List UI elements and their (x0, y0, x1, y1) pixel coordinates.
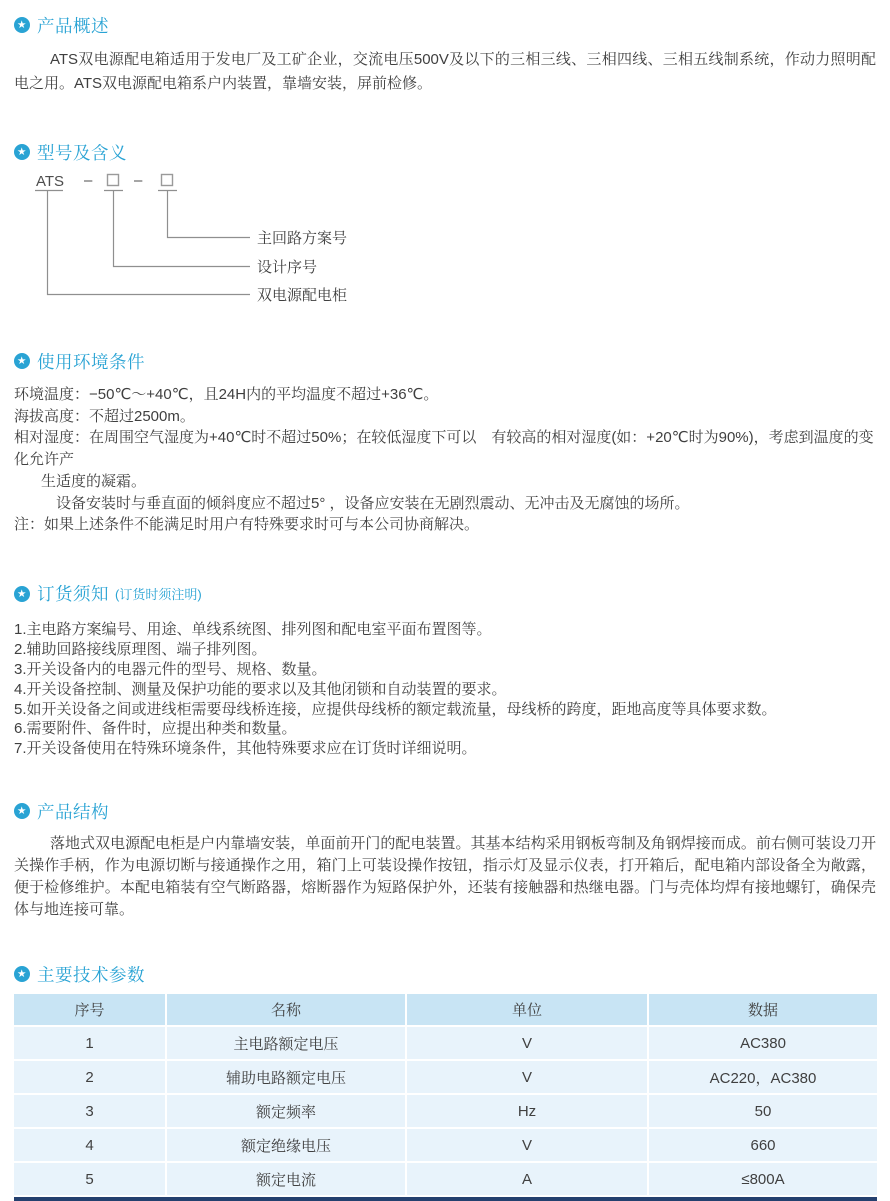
section-title-environment (14, 350, 876, 372)
ordering-list (14, 620, 876, 759)
section-title-text: 型号及含义 (37, 142, 127, 163)
section-ordering (14, 583, 876, 759)
connector-design (114, 191, 251, 267)
star-circle-icon: ★ (14, 803, 30, 819)
section-title-text: 产品结构 (37, 801, 109, 822)
section-title-ordering (14, 583, 876, 605)
table-cell: V (407, 1061, 647, 1093)
table-header-cell: 数据 (649, 994, 877, 1025)
dash-glyph: – (84, 172, 93, 189)
env-line-altitude: 海拔高度：不超过2500m。 (14, 407, 195, 425)
section-overview (14, 14, 876, 95)
parameters-table (14, 994, 877, 1195)
table-bottom-border (14, 1197, 877, 1201)
section-title-model (14, 141, 876, 163)
overview-paragraph: ATS双电源配电箱适用于发电厂及工矿企业，交流电压500V及以下的三相三线、三相四线、三相五线制系统，作动力照明配电之用。ATS双电源配电箱系户内装置，靠墙安装，屏前检修。 (14, 51, 876, 92)
table-cell: 额定绝缘电压 (167, 1129, 405, 1161)
table-cell: 660 (649, 1129, 877, 1161)
model-box-scheme (162, 175, 173, 186)
section-title-text: 主要技术参数 (37, 964, 145, 985)
ordering-item: 7.开关设备使用在特殊环境条件，其他特殊要求应在订货时详细说明。 (14, 740, 477, 758)
model-label-scheme: 主回路方案号 (257, 230, 348, 247)
table-cell: V (407, 1129, 647, 1161)
section-environment (14, 350, 876, 536)
connector-scheme (168, 191, 251, 238)
model-code-text: ATS (36, 173, 65, 190)
table-cell: AC380 (649, 1027, 877, 1059)
star-circle-icon: ★ (14, 353, 30, 369)
ordering-item: 5.如开关设备之间或进线柜需要母线桥连接，应提供母线桥的额定载流量，母线桥的跨度，距地高度等具体要求数。 (14, 700, 777, 718)
star-circle-icon: ★ (14, 144, 30, 160)
table-cell: AC220，AC380 (649, 1061, 877, 1093)
star-circle-icon: ★ (14, 17, 30, 33)
table-cell: 额定频率 (167, 1095, 405, 1127)
structure-paragraph: 落地式双电源配电柜是户内靠墙安装，单面前开门的配电装置。其基本结构采用钢板弯制及角钢焊接而成。前右侧可装设刀开关操作手柄，作为电源切断与接通操作之用，箱门上可装设操作按钮，指示灯及显示仪表，打开箱后，配电箱内部设备全为敞露，便于检修维护。本配电箱装有空气断路器，熔断器作为短路保护外，还装有接触器和热继电器。门与壳体均焊有接地螺钉，确保壳体与地连接可靠。 (14, 835, 876, 919)
model-label-cabinet: 双电源配电柜 (257, 287, 348, 304)
dash-glyph: – (134, 172, 143, 189)
section-title-text: 使用环境条件 (37, 351, 145, 372)
section-title-text: 订货须知 (37, 584, 109, 605)
model-box-design (108, 175, 119, 186)
section-title-structure (14, 800, 876, 822)
table-header-cell: 单位 (407, 994, 647, 1025)
section-title-overview (14, 14, 876, 36)
environment-body (14, 384, 876, 536)
table-cell: A (407, 1163, 647, 1195)
section-model (14, 141, 876, 308)
table-cell: 2 (14, 1061, 165, 1093)
table-cell: 辅助电路额定电压 (167, 1061, 405, 1093)
table-cell: 额定电流 (167, 1163, 405, 1195)
section-subtitle-text: (订货时须注明) (115, 587, 202, 603)
table-header-cell: 名称 (167, 994, 405, 1025)
table-cell: 1 (14, 1027, 165, 1059)
ordering-item: 4.开关设备控制、测量及保护功能的要求以及其他闭锁和自动装置的要求。 (14, 680, 507, 698)
section-parameters (14, 963, 876, 1201)
env-line-install: 设备安装时与垂直面的倾斜度应不超过5° ，设备应安装在无剧烈震动、无冲击及无腐蚀的场所。 (56, 494, 690, 512)
model-designation-diagram (14, 170, 444, 308)
table-cell: 主电路额定电压 (167, 1027, 405, 1059)
env-line-note: 注：如果上述条件不能满足时用户有特殊要求时可与本公司协商解决。 (14, 516, 480, 534)
ordering-item: 3.开关设备内的电器元件的型号、规格、数量。 (14, 660, 327, 678)
section-title-parameters (14, 963, 876, 985)
table-cell: 4 (14, 1129, 165, 1161)
env-line-temperature: 环境温度：−50℃～+40℃，且24H内的平均温度不超过+36℃。 (14, 386, 439, 403)
model-label-design: 设计序号 (257, 259, 318, 276)
ordering-item: 1.主电路方案编号、用途、单线系统图、排列图和配电室平面布置图等。 (14, 620, 492, 638)
env-line-frost: 生适度的凝霜。 (41, 472, 147, 490)
table-header-cell: 序号 (14, 994, 165, 1025)
env-line-humidity: 相对湿度：在周围空气湿度为+40℃时不超过50%；在较低湿度下可以 有较高的相对湿度(如：+20℃时为90%)，考虑到温度的变化允许产 (14, 429, 874, 469)
section-structure (14, 800, 876, 921)
table-cell: V (407, 1027, 647, 1059)
connector-cabinet (48, 191, 251, 295)
table-cell: 3 (14, 1095, 165, 1127)
ordering-item: 2.辅助回路接线原理图、端子排列图。 (14, 640, 267, 658)
table-cell: 50 (649, 1095, 877, 1127)
table-cell: ≤800A (649, 1163, 877, 1195)
star-circle-icon: ★ (14, 966, 30, 982)
star-circle-icon: ★ (14, 586, 30, 602)
ordering-item: 6.需要附件、备件时，应提出种类和数量。 (14, 720, 297, 738)
table-cell: Hz (407, 1095, 647, 1127)
section-title-text: 产品概述 (37, 15, 109, 36)
table-cell: 5 (14, 1163, 165, 1195)
